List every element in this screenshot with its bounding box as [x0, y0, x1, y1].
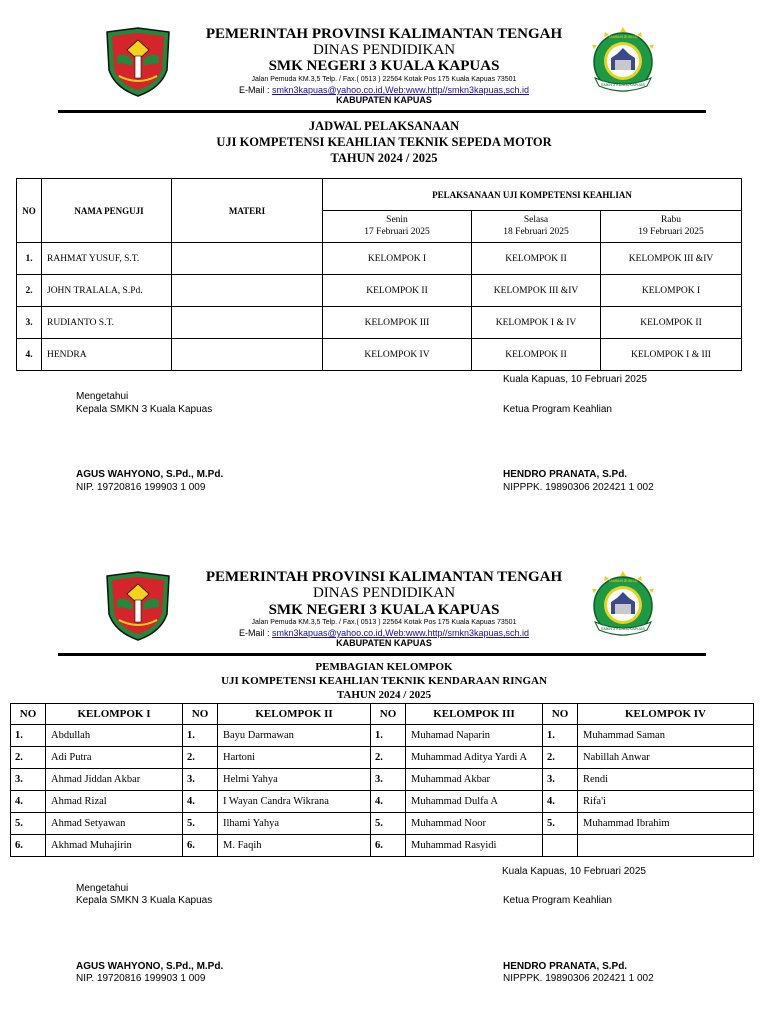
- school-contact: [180, 629, 588, 638]
- email-label: E-Mail :: [238, 85, 272, 95]
- col-no: NO: [543, 704, 578, 725]
- place-date: Kuala Kapuas, 10 Februari 2025: [502, 866, 646, 877]
- program-head-id: NIPPPK. 19890306 202421 1 002: [503, 973, 654, 984]
- regency-label: KABUPATEN KAPUAS: [336, 95, 432, 105]
- schedule-year: TAHUN 2024 / 2025: [330, 151, 438, 165]
- table-row: 3. Ahmad Jiddan Akbar 3. Helmi Yahya 3. Muhammad Akbar 3. Rendi: [11, 769, 754, 791]
- kalteng-province-emblem-icon: [103, 26, 173, 98]
- program-head-name: HENDRO PRANATA, S.Pd.: [503, 961, 628, 972]
- logo-banner-text: SMKN 3 KUALA KAPUAS: [601, 83, 645, 87]
- acknowledge-label: Mengetahui: [76, 391, 129, 402]
- school-heading: SMK NEGERI 3 KUALA KAPUAS: [268, 602, 500, 618]
- schedule-subtitle: UJI KOMPETENSI KEAHLIAN TEKNIK SEPEDA MOTOR: [216, 135, 552, 149]
- program-head-role: Ketua Program Keahlian: [503, 895, 612, 906]
- header-divider: [58, 653, 706, 656]
- school-address: Jalan Pemuda KM.3,5 Telp. / Fax.( 0513 ) 22564 Kotak Pos 175 Kuala Kapuas 73501: [251, 76, 517, 83]
- col-group-3: KELOMPOK III: [406, 704, 543, 725]
- province-heading: PEMERINTAH PROVINSI KALIMANTAN TENGAH: [205, 569, 563, 585]
- groups-subtitle: UJI KOMPETENSI KEAHLIAN TEKNIK KENDARAAN RINGAN: [221, 675, 547, 687]
- col-group-2: KELOMPOK II: [218, 704, 371, 725]
- principal-role: Kepala SMKN 3 Kuala Kapuas: [76, 895, 213, 906]
- day-header-3: Rabu 19 Februari 2025: [601, 211, 742, 243]
- table-row: 4. Ahmad Rizal 4. I Wayan Candra Wikrana 4. Muhammad Dulfa A 4. Rifa'i: [11, 791, 754, 813]
- table-row: 4. HENDRA KELOMPOK IV KELOMPOK II KELOMPOK I & III: [17, 339, 742, 371]
- table-row: 6. Akhmad Muhajirin 6. M. Faqih 6. Muhammad Rasyidi: [11, 835, 754, 857]
- logo-banner-text: SMKN 3 KUALA KAPUAS: [601, 627, 645, 631]
- kalteng-province-emblem-icon: [103, 570, 173, 642]
- agency-heading: DINAS PENDIDIKAN: [312, 585, 456, 601]
- place-date: Kuala Kapuas, 10 Februari 2025: [503, 374, 647, 385]
- col-group-4: KELOMPOK IV: [578, 704, 754, 725]
- col-no: NO: [183, 704, 218, 725]
- table-row: 1. Abdullah 1. Bayu Darmawan 1. Muhamad Naparin 1. Muhammad Saman: [11, 725, 754, 747]
- program-head-name: HENDRO PRANATA, S.Pd.: [503, 469, 628, 480]
- col-examiner: NAMA PENGUJI: [42, 179, 172, 243]
- school-emblem-icon: [585, 26, 661, 100]
- principal-role: Kepala SMKN 3 Kuala Kapuas: [76, 404, 213, 415]
- day-header-1: Senin 17 Februari 2025: [323, 211, 472, 243]
- school-address: Jalan Pemuda KM.3,5 Telp. / Fax.( 0513 ) 22564 Kotak Pos 175 Kuala Kapuas 73501: [251, 619, 517, 626]
- schedule-title: JADWAL PELAKSANAAN: [308, 119, 460, 133]
- school-contact: [180, 86, 588, 95]
- col-no: NO: [11, 704, 46, 725]
- acknowledge-label: Mengetahui: [76, 883, 129, 894]
- principal-name: AGUS WAHYONO, S.Pd., M.Pd.: [76, 961, 224, 972]
- col-execution: PELAKSANAAN UJI KOMPETENSI KEAHLIAN: [323, 179, 742, 211]
- table-row: 3. RUDIANTO S.T. KELOMPOK III KELOMPOK I & IV KELOMPOK II: [17, 307, 742, 339]
- logo-ring-text: TAMBUN BUNGAI: [608, 35, 638, 39]
- program-head-role: Ketua Program Keahlian: [503, 404, 612, 415]
- groups-title: PEMBAGIAN KELOMPOK: [315, 661, 453, 673]
- groups-year: TAHUN 2024 / 2025: [336, 689, 432, 701]
- principal-name: AGUS WAHYONO, S.Pd., M.Pd.: [76, 469, 224, 480]
- table-row: 2. Adi Putra 2. Hartoni 2. Muhammad Aditya Yardi A 2. Nabillah Anwar: [11, 747, 754, 769]
- program-head-id: NIPPPK. 19890306 202421 1 002: [503, 482, 654, 493]
- email-web-link[interactable]: smkn3kapuas@yahoo.co.id,Web:www.http//smkn3kapuas,sch.id: [271, 628, 530, 638]
- school-heading: SMK NEGERI 3 KUALA KAPUAS: [268, 58, 500, 74]
- col-group-1: KELOMPOK I: [46, 704, 183, 725]
- email-label: E-Mail :: [238, 628, 272, 638]
- logo-ring-text: TAMBUN BUNGAI: [608, 579, 638, 583]
- table-row: 2. JOHN TRALALA, S.Pd. KELOMPOK II KELOMPOK III &IV KELOMPOK I: [17, 275, 742, 307]
- email-web-link[interactable]: smkn3kapuas@yahoo.co.id,Web:www.http//smkn3kapuas,sch.id: [271, 85, 530, 95]
- col-no: NO: [371, 704, 406, 725]
- day-header-2: Selasa 18 Februari 2025: [472, 211, 601, 243]
- col-no: NO: [17, 179, 42, 243]
- agency-heading: DINAS PENDIDIKAN: [312, 42, 456, 58]
- principal-id: NIP. 19720816 199903 1 009: [76, 973, 206, 984]
- province-heading: PEMERINTAH PROVINSI KALIMANTAN TENGAH: [205, 26, 563, 42]
- principal-id: NIP. 19720816 199903 1 009: [76, 482, 206, 493]
- header-divider: [58, 110, 706, 113]
- table-row: 1. RAHMAT YUSUF, S.T. KELOMPOK I KELOMPOK II KELOMPOK III &IV: [17, 243, 742, 275]
- col-material: MATERI: [172, 179, 323, 243]
- regency-label: KABUPATEN KAPUAS: [336, 638, 432, 648]
- groups-table: [10, 703, 754, 857]
- schedule-table: [16, 178, 742, 371]
- school-emblem-icon: [585, 570, 661, 644]
- table-row: 5. Ahmad Setyawan 5. Ilhami Yahya 5. Muhammad Noor 5. Muhammad Ibrahim: [11, 813, 754, 835]
